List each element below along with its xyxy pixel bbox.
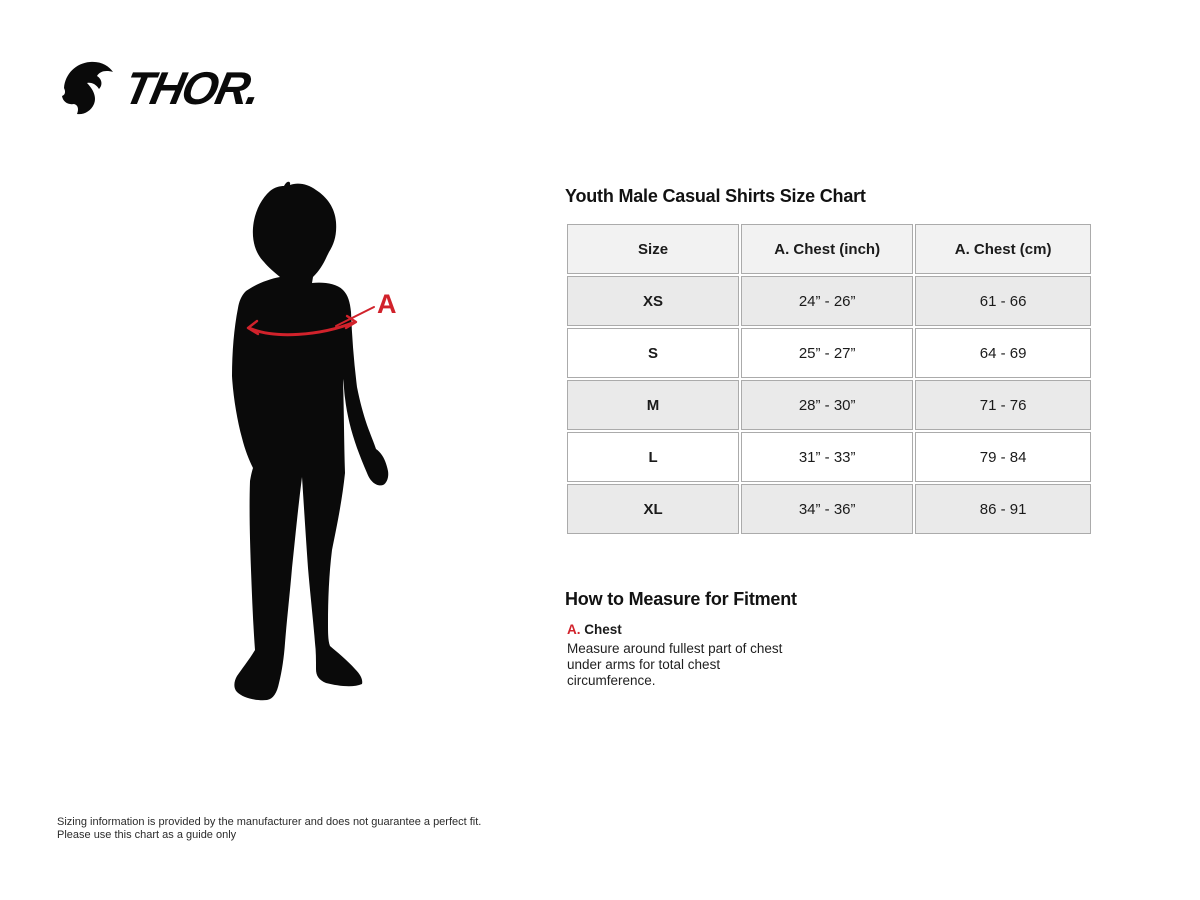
chest-cm-cell: 86 - 91: [915, 484, 1091, 534]
size-cell: S: [567, 328, 739, 378]
table-row: [567, 276, 1091, 326]
column-header-chest-inch: A. Chest (inch): [741, 224, 913, 274]
chest-cm-cell: 71 - 76: [915, 380, 1091, 430]
measure-item-key: A.: [567, 622, 581, 637]
measure-item-description: Measure around fullest part of chest under arms for total chest circumference.: [567, 641, 783, 688]
size-chart-title: Youth Male Casual Shirts Size Chart: [565, 186, 866, 206]
child-silhouette: [232, 182, 388, 700]
column-header-size: Size: [567, 224, 739, 274]
sizing-disclaimer: [57, 816, 481, 842]
size-cell: L: [567, 432, 739, 482]
size-cell: M: [567, 380, 739, 430]
disclaimer-line-2: Please use this chart as a guide only: [57, 829, 237, 841]
thor-logo-svg: [56, 56, 256, 120]
size-chart-table: [565, 222, 1093, 536]
chest-cm-cell: 61 - 66: [915, 276, 1091, 326]
chest-inch-cell: 24” - 26”: [741, 276, 913, 326]
table-row: [567, 484, 1091, 534]
chest-inch-cell: 25” - 27”: [741, 328, 913, 378]
table-header-row: [567, 224, 1091, 274]
ram-head-icon: [62, 62, 113, 114]
table-row: [567, 380, 1091, 430]
chest-inch-cell: 28” - 30”: [741, 380, 913, 430]
chest-inch-cell: 34” - 36”: [741, 484, 913, 534]
measure-guide-heading: How to Measure for Fitment: [565, 589, 797, 609]
table-row: [567, 328, 1091, 378]
chest-cm-cell: 79 - 84: [915, 432, 1091, 482]
measure-item-name: Chest: [584, 622, 622, 637]
child-silhouette-svg: [224, 180, 404, 710]
column-header-chest-cm: A. Chest (cm): [915, 224, 1091, 274]
measurement-figure: [224, 180, 404, 710]
table-row: [567, 432, 1091, 482]
measure-label-a: A: [377, 289, 397, 319]
chest-inch-cell: 31” - 33”: [741, 432, 913, 482]
thor-wordmark: THOR.: [119, 62, 256, 114]
measure-item-title: [567, 622, 622, 637]
size-cell: XL: [567, 484, 739, 534]
disclaimer-line-1: Sizing information is provided by the manufacturer and does not guarantee a perfect fit.: [57, 816, 482, 828]
chest-cm-cell: 64 - 69: [915, 328, 1091, 378]
thor-logo: [56, 56, 256, 120]
size-cell: XS: [567, 276, 739, 326]
